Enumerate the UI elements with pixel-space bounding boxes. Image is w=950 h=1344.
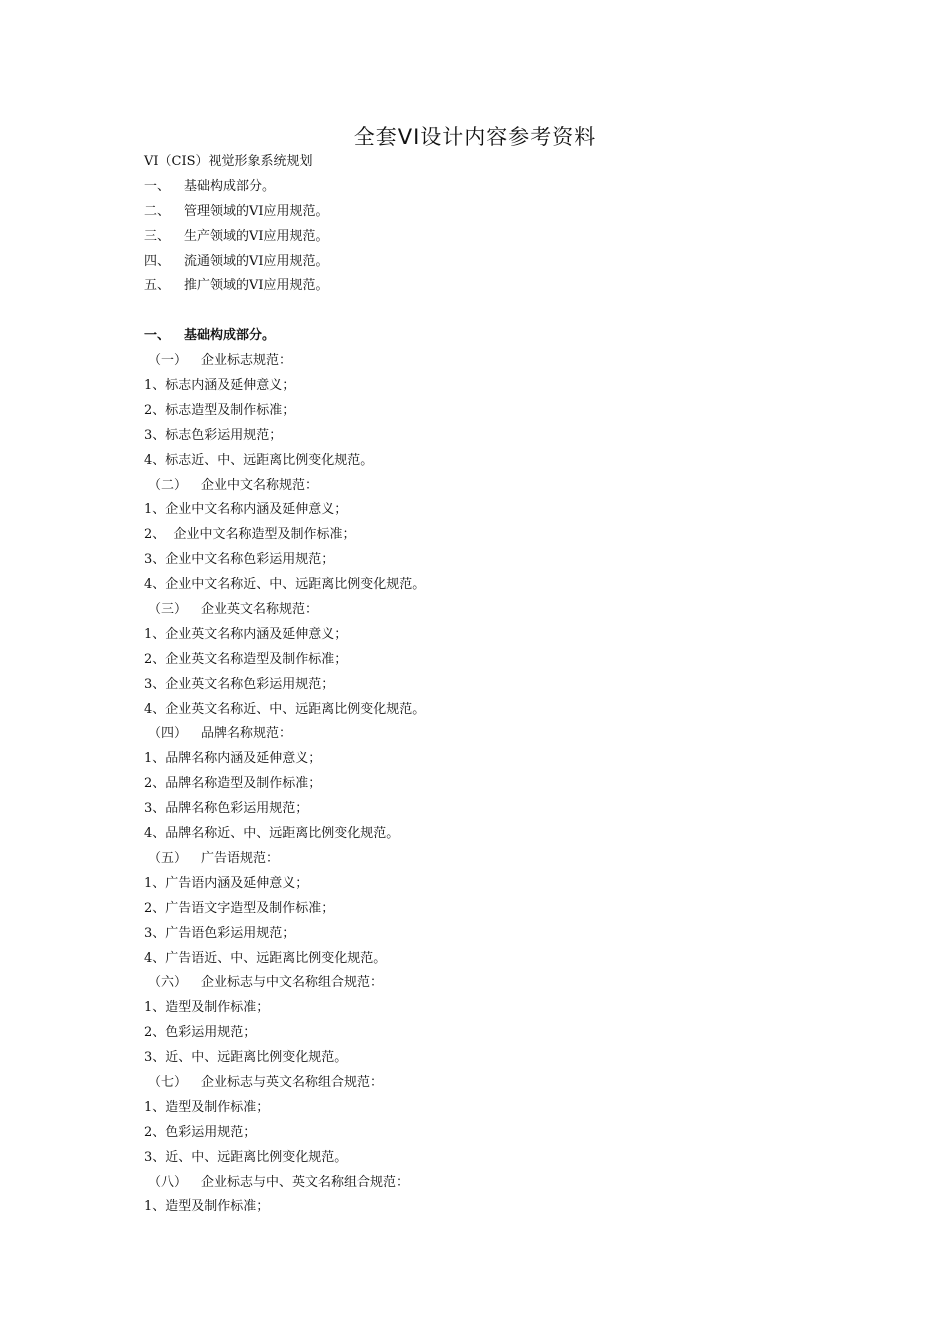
- list-item: 1、企业英文名称内涵及延伸意义；: [144, 626, 348, 642]
- list-item: 2、色彩运用规范；: [144, 1124, 257, 1140]
- list-item: 2、企业英文名称造型及制作标准；: [144, 651, 348, 667]
- list-item: 3、近、中、远距离比例变化规范。: [144, 1149, 348, 1165]
- toc-item: 三、 生产领域的VI应用规范。: [144, 228, 329, 244]
- list-item: 4、企业英文名称近、中、远距离比例变化规范。: [144, 701, 426, 717]
- list-item: 2、标志造型及制作标准；: [144, 402, 296, 418]
- list-item: 1、造型及制作标准；: [144, 1199, 270, 1215]
- list-item: 1、造型及制作标准；: [144, 1000, 270, 1016]
- toc-item: 二、 管理领域的VI应用规范。: [144, 203, 329, 219]
- list-item: 1、广告语内涵及延伸意义；: [144, 875, 309, 891]
- subsection-heading: （五） 广告语规范：: [148, 850, 280, 866]
- list-item: 2、广告语文字造型及制作标准；: [144, 900, 335, 916]
- subsection-heading: （四） 品牌名称规范：: [148, 726, 293, 742]
- list-item: 2、色彩运用规范；: [144, 1025, 257, 1041]
- list-item: 4、企业中文名称近、中、远距离比例变化规范。: [144, 577, 426, 593]
- subsection-heading: （二） 企业中文名称规范：: [148, 477, 319, 493]
- list-item: 4、标志近、中、远距离比例变化规范。: [144, 452, 374, 468]
- subtitle: VI（CIS）视觉形象系统规划: [144, 154, 313, 169]
- list-item: 3、品牌名称色彩运用规范；: [144, 801, 309, 817]
- list-item: 3、广告语色彩运用规范；: [144, 925, 296, 941]
- list-item: 3、近、中、远距离比例变化规范。: [144, 1050, 348, 1066]
- document-title: 全套VI设计内容参考资料: [353, 125, 597, 149]
- document-body: [144, 150, 844, 1220]
- subsection-heading: （三） 企业英文名称规范：: [148, 602, 319, 618]
- toc-item: 一、 基础构成部分。: [144, 178, 276, 194]
- section-heading: 一、 基础构成部分。: [144, 328, 276, 344]
- list-item: 1、标志内涵及延伸意义；: [144, 378, 296, 394]
- list-item: 4、广告语近、中、远距离比例变化规范。: [144, 950, 387, 966]
- list-item: 2、品牌名称造型及制作标准；: [144, 776, 322, 792]
- spacer: [144, 299, 844, 324]
- subsection-heading: （七） 企业标志与英文名称组合规范：: [148, 1074, 384, 1090]
- toc-item: 五、 推广领域的VI应用规范。: [144, 278, 329, 294]
- list-item: 1、品牌名称内涵及延伸意义；: [144, 751, 322, 767]
- subsection-heading: （一） 企业标志规范：: [148, 353, 293, 369]
- list-item: 3、标志色彩运用规范；: [144, 427, 283, 443]
- list-item: 4、品牌名称近、中、远距离比例变化规范。: [144, 826, 400, 842]
- list-item: 1、造型及制作标准；: [144, 1099, 270, 1115]
- list-item: 3、企业中文名称色彩运用规范；: [144, 552, 335, 568]
- subsection-heading: （六） 企业标志与中文名称组合规范：: [148, 975, 384, 991]
- list-item: 3、企业英文名称色彩运用规范；: [144, 676, 335, 692]
- toc-item: 四、 流通领域的VI应用规范。: [144, 253, 329, 269]
- list-item: 1、企业中文名称内涵及延伸意义；: [144, 502, 348, 518]
- list-item: 2、 企业中文名称造型及制作标准；: [144, 527, 356, 543]
- subsection-heading: （八） 企业标志与中、英文名称组合规范：: [148, 1174, 410, 1190]
